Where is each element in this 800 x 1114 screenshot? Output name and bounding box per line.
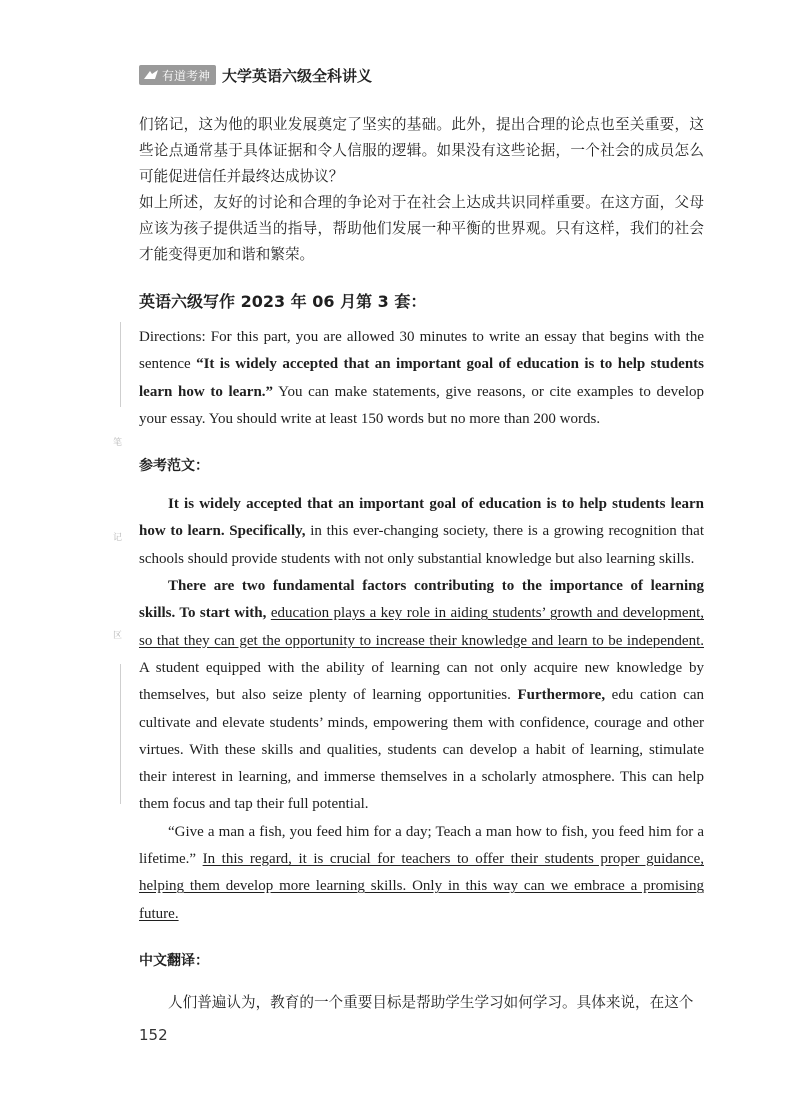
underlined-text: education plays a key role in aiding students’ growth and development, so that they can get the opportunity to increase their knowledge and learn to be independent.: [139, 605, 705, 649]
book-logo-icon: [143, 69, 159, 81]
header-title: 大学英语六级全科讲义: [222, 66, 373, 85]
essay-paragraph: There are two fundamental factors contributing to the importance of learning skills. To start with, education plays a key role in aiding students’ growth and development, so that they can get the opportunity to increase their knowledge and learn to be independent. A student equipped with the ability of learning can not only acquire new knowledge by themselves, but also seize plenty of learning opportunities. Furthermore, edu cation can cultivate and elevate students’ minds, empowering them with confidence, courage and other virtues. With these skills and qualities, students can develop a habit of learning, stimulate their interest in learning, and immerse themselves in a scholarly atmosphere. This can help them focus and tap their full potential.: [139, 578, 705, 813]
margin-line: [120, 664, 121, 804]
essay-paragraph: It is widely accepted that an important goal of education is to help students learn how to learn. Specifically, in this ever-changing society, there is a growing recognition that schools should provide students with not only substantial knowledge but also learning skills.: [139, 496, 704, 567]
essay-paragraph: “Give a man a fish, you feed him for a day; Teach a man how to fish, you feed him for a lifetime.” In this regard, it is crucial for teachers to offer their students proper guidance, helping them develop more learning skills. Only in this way can we embrace a promising future.: [139, 823, 704, 922]
reference-essay-title: 参考范文：: [139, 458, 209, 475]
margin-note: 记: [113, 533, 123, 543]
margin-line: [120, 322, 121, 407]
margin-note: 笔: [113, 438, 123, 448]
page-content: [139, 112, 704, 1016]
logo-text: 有道考神: [162, 68, 211, 83]
section-title: 英语六级写作 2023 年 06 月第 3 套：: [139, 292, 427, 311]
paragraph: 如上所述，友好的讨论和合理的争论对于在社会上达成共识同样重要。在这方面，父母应该为孩子提供适当的指导，帮助他们发展一种平衡的世界观。只有这样，我们的社会才能变得更加和谐和繁荣。: [139, 194, 704, 263]
paragraph: 们铭记，这为他的职业发展奠定了坚实的基础。此外，提出合理的论点也至关重要，这些论点通常基于具体证据和令人信服的逻辑。如果没有这些论据，一个社会的成员怎么可能促进信任并最终达成协议？: [139, 116, 704, 185]
translation-title: 中文翻译：: [139, 952, 209, 969]
underlined-text: In this regard, it is crucial for teachers to offer their students proper guidance, helping them develop more learning skills. Only in this way can we embrace a promising future.: [139, 851, 704, 922]
page-number: 152: [139, 1026, 168, 1044]
logo-badge: [139, 65, 216, 85]
page-header: [139, 64, 372, 86]
directions: Directions: For this part, you are allowed 30 minutes to write an essay that begins with the sentence “It is widely accepted that an important goal of education is to help students learn how to learn.” You can make statements, give reasons, or cite examples to develop your essay. You should write at least 150 words but no more than 200 words.: [139, 329, 705, 427]
directions-quote: “It is widely accepted that an important goal of education is to help students learn how to learn.”: [139, 356, 705, 400]
margin-note: 区: [113, 631, 123, 641]
translation-paragraph: 人们普遍认为，教育的一个重要目标是帮助学生学习如何学习。具体来说，在这个: [168, 993, 694, 1011]
